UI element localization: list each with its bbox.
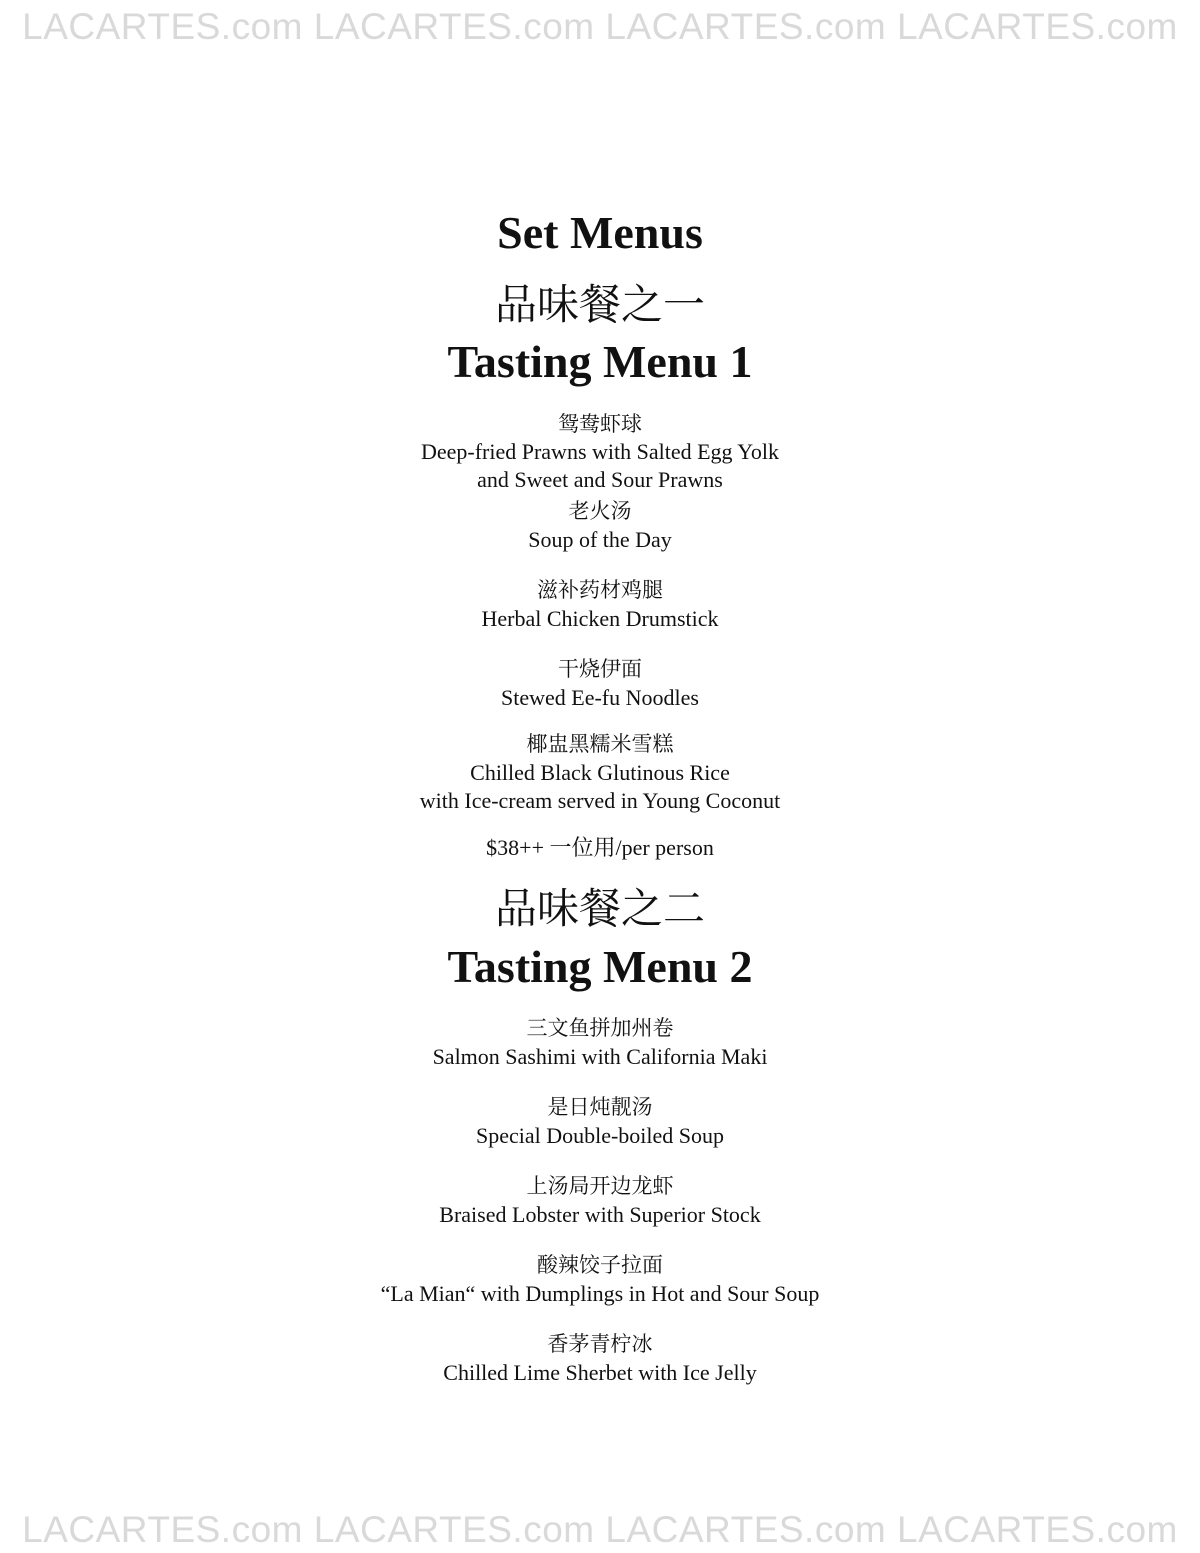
menu-1-english-title: Tasting Menu 1 xyxy=(447,336,753,387)
course-english-name: Chilled Black Glutinous Rice xyxy=(470,760,730,785)
course-english-name: Braised Lobster with Superior Stock xyxy=(439,1202,761,1227)
course-english-name: “La Mian“ with Dumplings in Hot and Sour Soup xyxy=(380,1281,820,1306)
course-english-name: Chilled Lime Sherbet with Ice Jelly xyxy=(443,1360,757,1385)
course-chinese-name: 是日炖靓汤 xyxy=(547,1095,653,1119)
course-english-name: Deep-fried Prawns with Salted Egg Yolk xyxy=(420,439,780,464)
menu-2-chinese-title: 品味餐之二 xyxy=(494,884,705,933)
page-title: Set Menus xyxy=(497,207,703,258)
course-english-name-line-2: and Sweet and Sour Prawns xyxy=(477,467,723,492)
course-chinese-name: 椰盅黑糯米雪糕 xyxy=(526,732,674,756)
course-chinese-name: 上汤局开边龙虾 xyxy=(526,1174,674,1198)
course-chinese-name: 干烧伊面 xyxy=(558,657,642,681)
watermark-top: LACARTES.com LACARTES.com LACARTES.com LACARTES.com xyxy=(22,6,1178,47)
menu-1-price: $38++ 一位用/per person xyxy=(486,835,714,860)
menu-1-chinese-title: 品味餐之一 xyxy=(494,280,705,329)
course-chinese-name: 香茅青柠冰 xyxy=(547,1332,653,1356)
course-english-name: Salmon Sashimi with California Maki xyxy=(432,1044,768,1069)
course-english-name: Herbal Chicken Drumstick xyxy=(481,606,719,631)
watermark-bottom: LACARTES.com LACARTES.com LACARTES.com LACARTES.com xyxy=(22,1509,1178,1550)
course-english-name: Special Double-boiled Soup xyxy=(475,1123,725,1148)
course-english-name: Soup of the Day xyxy=(528,527,672,552)
course-english-name-line-2: with Ice-cream served in Young Coconut xyxy=(419,788,781,813)
course-chinese-name: 三文鱼拼加州卷 xyxy=(526,1016,674,1040)
menu-2-english-title: Tasting Menu 2 xyxy=(447,941,753,992)
course-chinese-name: 滋补药材鸡腿 xyxy=(537,578,663,602)
course-english-name: Stewed Ee-fu Noodles xyxy=(501,685,699,710)
course-chinese-name: 酸辣饺子拉面 xyxy=(537,1253,663,1277)
course-chinese-name: 鸳鸯虾球 xyxy=(558,412,642,436)
course-chinese-name: 老火汤 xyxy=(568,499,632,523)
